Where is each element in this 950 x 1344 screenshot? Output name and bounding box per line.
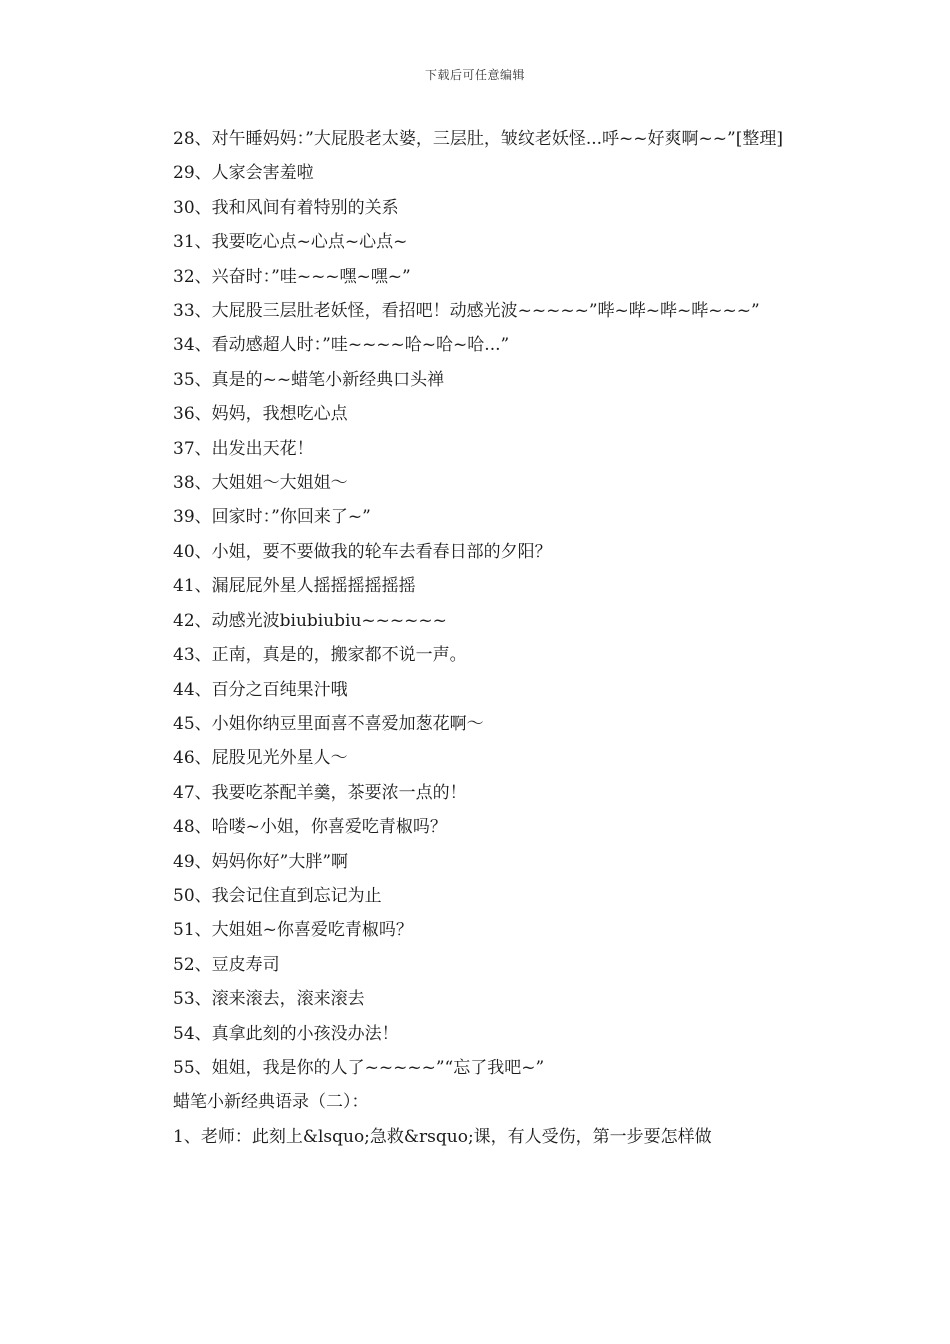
- paragraph: 50、我会记住直到忘记为止: [173, 885, 382, 906]
- paragraph: 54、真拿此刻的小孩没办法！: [173, 1023, 399, 1044]
- paragraph: 31、我要吃心点~心点~心点~: [173, 232, 408, 253]
- paragraph: 44、百分之百纯果汁哦: [173, 679, 348, 700]
- paragraph: 52、豆皮寿司: [173, 954, 280, 975]
- paragraph: 47、我要吃茶配羊羹，茶要浓一点的！: [173, 782, 467, 803]
- paragraph: 29、人家会害羞啦: [173, 163, 314, 184]
- paragraph: 49、妈妈你好”大胖”啊: [173, 851, 349, 872]
- document-body: [143, 122, 823, 1154]
- paragraph: 55、姐姐，我是你的人了~~~~~”“忘了我吧~”: [173, 1057, 545, 1078]
- paragraph: 53、滚来滚去，滚来滚去: [173, 989, 365, 1010]
- paragraph: 37、出发出天花！: [173, 438, 314, 459]
- paragraph: 45、小姐你纳豆里面喜不喜爱加葱花啊～: [173, 713, 484, 734]
- paragraph: 33、大屁股三层肚老妖怪，看招吧！动感光波~~~~~”哔~哔~哔~哔~~~”: [173, 301, 760, 322]
- paragraph: 46、屁股见光外星人～: [173, 748, 348, 769]
- paragraph: 39、回家时：”你回来了~”: [173, 507, 371, 528]
- paragraph: 43、正南，真是的，搬家都不说一声。: [173, 645, 467, 666]
- paragraph: 42、动感光波biubiubiu~~~~~~: [173, 610, 447, 631]
- paragraph: 36、妈妈，我想吃心点: [173, 404, 348, 425]
- paragraph: 38、大姐姐～大姐姐～: [173, 473, 348, 494]
- paragraph: 40、小姐，要不要做我的轮车去看春日部的夕阳？: [173, 541, 552, 562]
- paragraph: 1、老师：此刻上&lsquo;急救&rsquo;课，有人受伤，第一步要怎样做: [173, 1126, 712, 1147]
- section-heading: 蜡笔小新经典语录（二）：: [173, 1092, 369, 1113]
- paragraph: 35、真是的~~蜡笔小新经典口头禅: [173, 369, 445, 390]
- page-header: 下载后可任意编辑: [424, 68, 525, 82]
- paragraph: 30、我和风间有着特别的关系: [173, 197, 399, 218]
- paragraph: 34、看动感超人时：”哇~~~~哈~哈~哈...”: [173, 335, 510, 356]
- paragraph: 41、漏屁屁外星人摇摇摇摇摇摇: [173, 576, 416, 597]
- paragraph: 51、大姐姐~你喜爱吃青椒吗？: [173, 920, 413, 941]
- paragraph: 28、对午睡妈妈：”大屁股老太婆，三层肚，皱纹老妖怪...呼~~好爽啊~~”[整理]: [173, 129, 783, 149]
- paragraph: 48、哈喽~小姐，你喜爱吃青椒吗？: [173, 817, 447, 838]
- paragraph: 32、兴奋时：”哇~~~嘿~嘿~”: [173, 266, 411, 287]
